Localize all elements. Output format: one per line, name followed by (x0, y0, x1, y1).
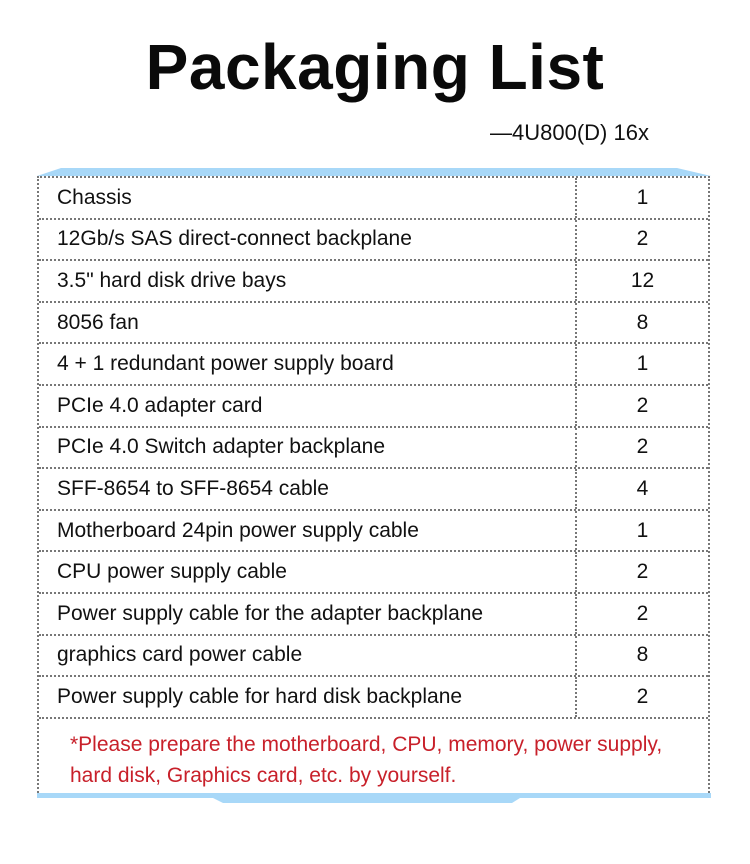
item-quantity: 2 (636, 560, 649, 584)
table-row (39, 552, 708, 594)
item-quantity: 2 (636, 393, 649, 417)
table-row (39, 469, 708, 511)
item-name: 3.5" hard disk drive bays (39, 261, 577, 301)
item-quantity: 1 (636, 352, 649, 376)
table-row (39, 677, 708, 719)
table-row (39, 636, 708, 678)
item-quantity: 2 (636, 684, 649, 708)
item-quantity: 2 (636, 435, 649, 459)
table-row (39, 178, 708, 220)
item-name: graphics card power cable (39, 636, 577, 676)
item-quantity: 4 (636, 476, 649, 500)
packaging-table (37, 176, 710, 796)
bottom-decorative-strip (37, 792, 711, 804)
table-row (39, 594, 708, 636)
item-name: PCIe 4.0 adapter card (39, 386, 577, 426)
item-name: Power supply cable for hard disk backplane (39, 677, 577, 717)
table-row (39, 511, 708, 553)
item-name: CPU power supply cable (39, 552, 577, 592)
item-name: 4 + 1 redundant power supply board (39, 344, 577, 384)
item-quantity: 1 (636, 518, 649, 542)
table-row (39, 344, 708, 386)
item-name: Power supply cable for the adapter backplane (39, 594, 577, 634)
item-name: Motherboard 24pin power supply cable (39, 511, 577, 551)
item-quantity: 1 (636, 185, 649, 209)
item-name: Chassis (39, 178, 577, 218)
item-quantity: 2 (636, 227, 649, 251)
item-quantity: 8 (636, 310, 649, 334)
item-quantity: 8 (636, 643, 649, 667)
preparation-note: *Please prepare the motherboard, CPU, memory, power supply, hard disk, Graphics card, etc. by yourself. (70, 732, 663, 787)
item-name: 8056 fan (39, 303, 577, 343)
table-row (39, 386, 708, 428)
table-row (39, 261, 708, 303)
item-name: SFF-8654 to SFF-8654 cable (39, 469, 577, 509)
table-row (39, 428, 708, 470)
item-quantity: 12 (630, 268, 655, 292)
item-name: 12Gb/s SAS direct-connect backplane (39, 220, 577, 260)
table-row (39, 303, 708, 345)
model-subtitle: —4U800(D) 16x (490, 120, 649, 145)
table-row (39, 220, 708, 262)
item-name: PCIe 4.0 Switch adapter backplane (39, 428, 577, 468)
page-title: Packaging List (145, 31, 605, 103)
item-quantity: 2 (636, 601, 649, 625)
